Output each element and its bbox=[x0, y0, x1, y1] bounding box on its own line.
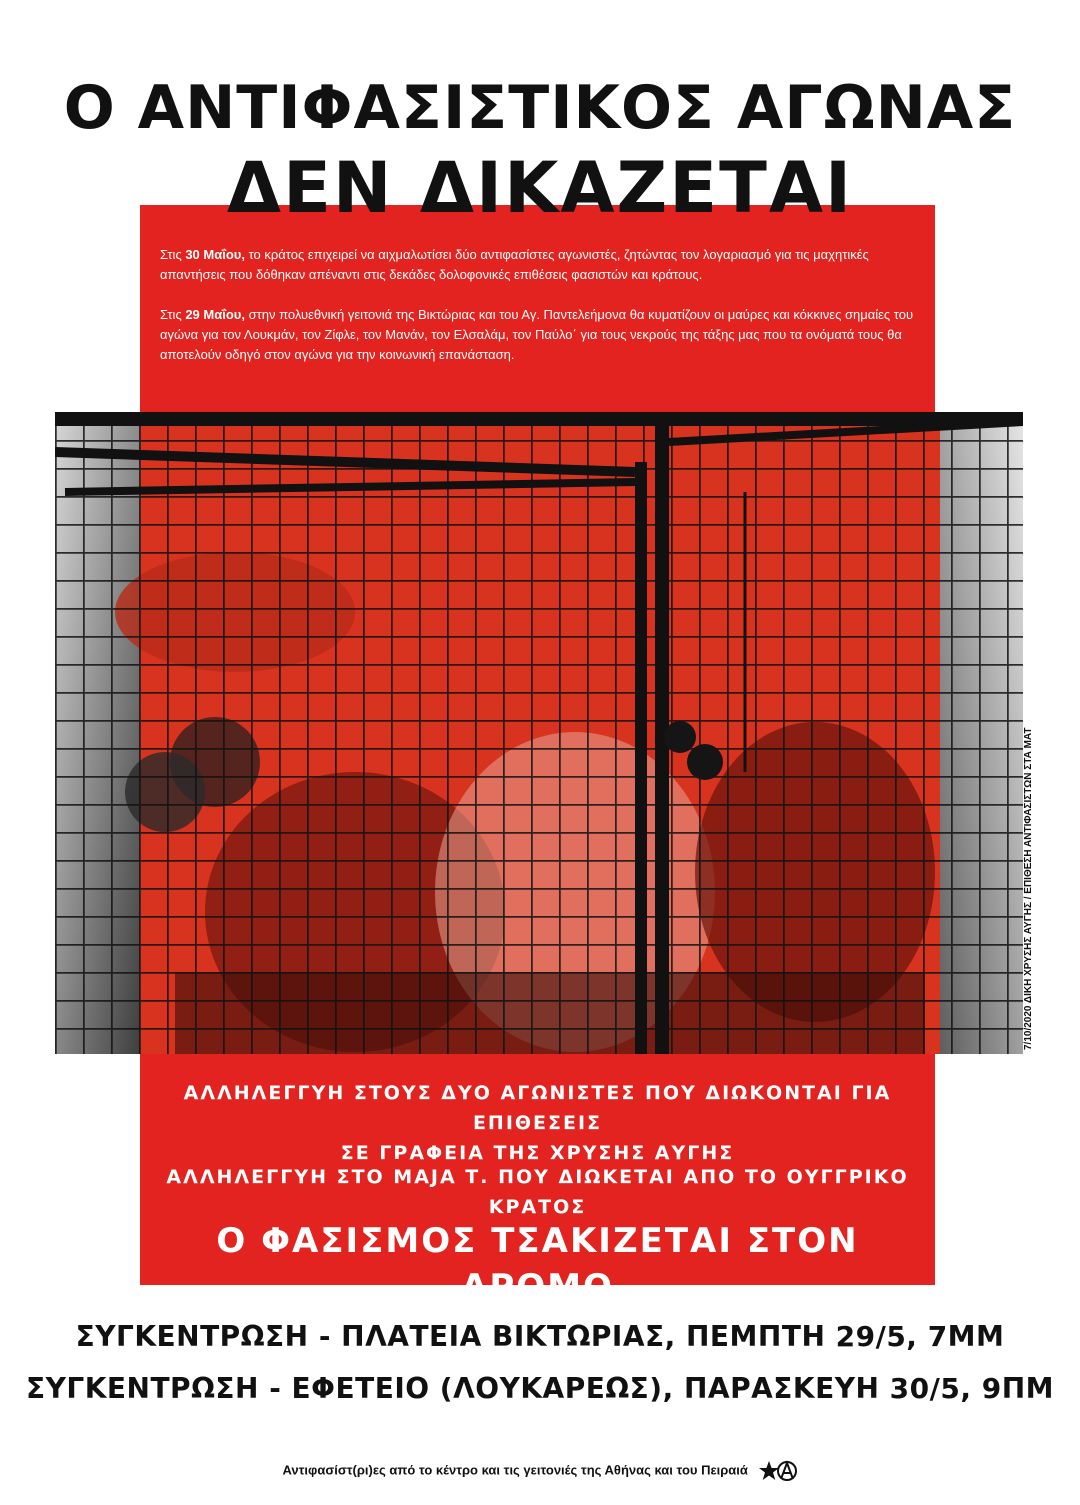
photo-illustration bbox=[55, 412, 1023, 1054]
intro-text bbox=[160, 245, 920, 385]
intro-paragraph-2 bbox=[160, 305, 920, 365]
intro-paragraph-1 bbox=[160, 245, 920, 285]
slogan-solidarity-1 bbox=[140, 1078, 935, 1168]
rally-line-1: ΣΥΓΚΕΝΤΡΩΣΗ - ΠΛΑΤΕΙΑ ΒΙΚΤΩΡΙΑΣ, ΠΕΜΠΤΗ 29/5, 7ΜΜ bbox=[75, 1320, 1005, 1353]
intro-p2-text: στην πολυεθνική γειτονιά της Βικτώριας και του Αγ. Παντελεήμονα θα κυματίζουν οι μαύρες και κόκκινες σημαίες του αγώνα για τον Λουκμάν, τον Ζίφλε, τον Μανάν, τον Ελσαλάμ, τον Παύλο΄ για τους νεκρούς της τάξης μας που τα ονόματά τους θα αποτελούν οδηγό στον αγώνα για την κοινωνική επανάσταση. bbox=[160, 307, 914, 362]
slogan-solidarity-1b: ΣΕ ΓΡΑΦΕΙΑ ΤΗΣ ΧΡΥΣΗΣ ΑΥΓΗΣ bbox=[340, 1142, 735, 1164]
slogan-solidarity-2: ΑΛΛΗΛΕΓΓΥΗ ΣΤΟ ΜΑJΑ Τ. ΠΟΥ ΔΙΩΚΕΤΑΙ ΑΠΟ ΤΟ ΟΥΓΓΡΙΚΟ ΚΡΑΤΟΣ bbox=[166, 1166, 909, 1218]
footer-signature bbox=[0, 1460, 1080, 1482]
poster-title-line1: Ο ΑΝΤΙΦΑΣΙΣΤΙΚΟΣ ΑΓΩΝΑΣ bbox=[63, 73, 1017, 143]
poster-title-line2: ΔΕΝ ΔΙΚΑΖΕΤΑΙ bbox=[226, 147, 854, 229]
protest-photo bbox=[55, 412, 1023, 1054]
intro-p1-text: το κράτος επιχειρεί να αιχμαλωτίσει δύο αντιφασίστες αγωνιστές, ζητώντας τον λογαριασμό για τις μαχητικές απαντήσεις που δόθηκαν απέναντι στις δεκάδες δολοφονικές επιθέσεις φασιστών και κράτους. bbox=[160, 247, 869, 282]
star-anarchy-icon bbox=[758, 1460, 798, 1482]
footer-text: Αντιφασίστ(ρι)ες από το κέντρο και τις γειτονιές της Αθήνας και του Πειραιά bbox=[282, 1462, 748, 1478]
slogan-solidarity-1a: ΑΛΛΗΛΕΓΓΥΗ ΣΤΟΥΣ ΔΥΟ ΑΓΩΝΙΣΤΕΣ ΠΟΥ ΔΙΩΚΟΝΤΑΙ ΓΙΑ ΕΠΙΘΕΣΕΙΣ bbox=[183, 1082, 892, 1134]
photo-credit: 7/10/2020 ΔΙΚΗ ΧΡΥΣΗΣ ΑΥΓΗΣ / ΕΠΙΘΕΣΗ ΑΝΤΙΦΑΣΙΣΤΩΝ ΣΤΑ ΜΑΤ bbox=[1023, 727, 1034, 1050]
rally-line-2: ΣΥΓΚΕΝΤΡΩΣΗ - ΕΦΕΤΕΙΟ (ΛΟΥΚΑΡΕΩΣ), ΠΑΡΑΣΚΕΥΗ 30/5, 9ΠΜ bbox=[25, 1372, 1055, 1405]
intro-p2-lead: Στις bbox=[160, 307, 186, 322]
slogan-main: Ο ΦΑΣΙΣΜΟΣ ΤΣΑΚΙΖΕΤΑΙ ΣΤΟΝ ΔΡΟΜΟ bbox=[216, 1221, 859, 1307]
intro-p1-date: 30 Μαΐου, bbox=[185, 247, 245, 262]
intro-p2-date: 29 Μαΐου, bbox=[185, 307, 245, 322]
intro-p1-lead: Στις bbox=[160, 247, 186, 262]
